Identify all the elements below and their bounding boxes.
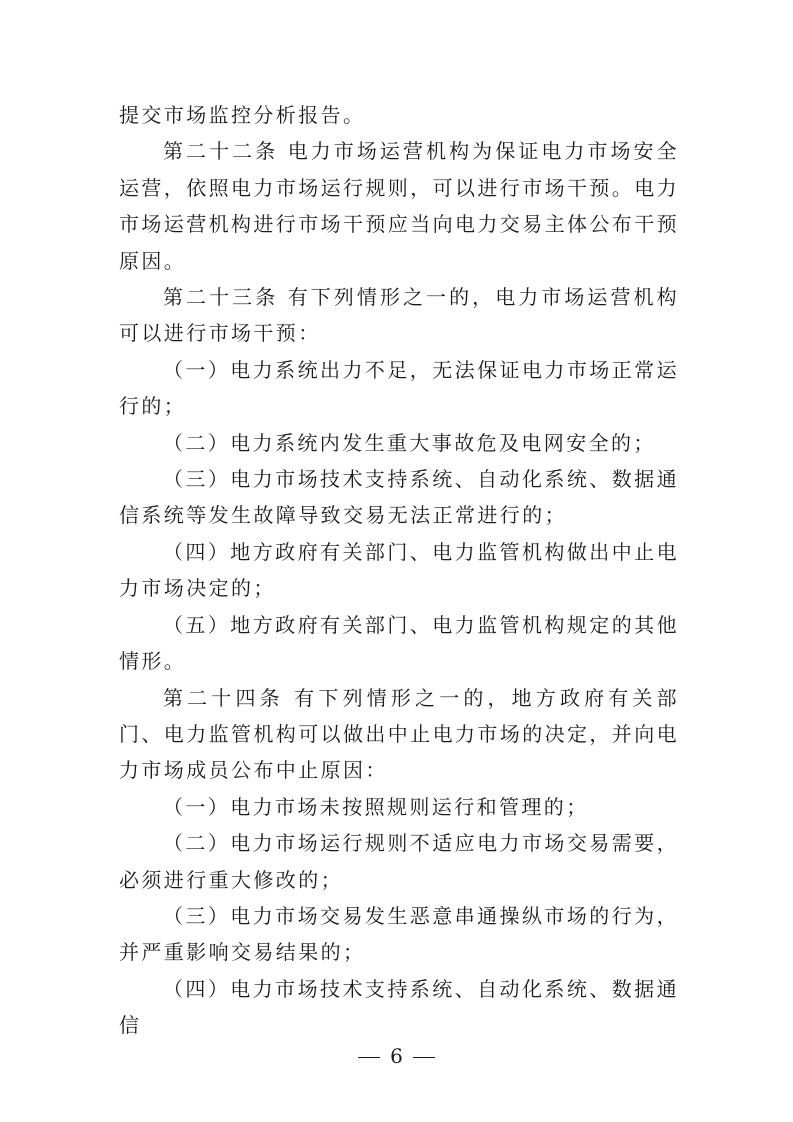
article-24-item-4: （四）电力市场技术支持系统、自动化系统、数据通信 xyxy=(119,976,679,1038)
document-body xyxy=(119,97,679,1044)
article-24: 第二十四条 有下列情形之一的，地方政府有关部门、电力监管机构可以做出中止电力市场的决定，并向电力市场成员公布中止原因： xyxy=(119,685,679,783)
article-23: 第二十三条 有下列情形之一的，电力市场运营机构可以进行市场干预： xyxy=(119,285,679,346)
article-23-item-1: （一）电力系统出力不足，无法保证电力市场正常运行的； xyxy=(119,357,679,419)
article-24-item-2: （二）电力市场运行规则不适应电力市场交易需要，必须进行重大修改的； xyxy=(119,831,679,892)
article-22: 第二十二条 电力市场运营机构为保证电力市场安全运营，依照电力市场运行规则，可以进行市场干预。电力市场运营机构进行市场干预应当向电力交易主体公布干预原因。 xyxy=(119,139,679,273)
article-23-item-3: （三）电力市场技术支持系统、自动化系统、数据通信系统等发生故障导致交易无法正常进行的； xyxy=(119,467,679,528)
page-footer xyxy=(0,1042,793,1070)
article-23-item-2: （二）电力系统内发生重大事故危及电网安全的； xyxy=(163,430,656,455)
footer-dash-left xyxy=(358,1057,380,1059)
article-23-item-5: （五）地方政府有关部门、电力监管机构规定的其他情形。 xyxy=(119,612,679,674)
article-24-item-3: （三）电力市场交易发生恶意串通操纵市场的行为，并严重影响交易结果的； xyxy=(119,903,679,965)
article-23-item-4: （四）地方政府有关部门、电力监管机构做出中止电力市场决定的； xyxy=(119,539,679,601)
article-24-item-1: （一）电力市场未按照规则运行和管理的； xyxy=(163,794,589,819)
paragraph-1: 提交市场监控分析报告。 xyxy=(119,103,366,127)
footer-dash-right xyxy=(413,1057,435,1059)
page-number: 6 xyxy=(390,1044,403,1068)
